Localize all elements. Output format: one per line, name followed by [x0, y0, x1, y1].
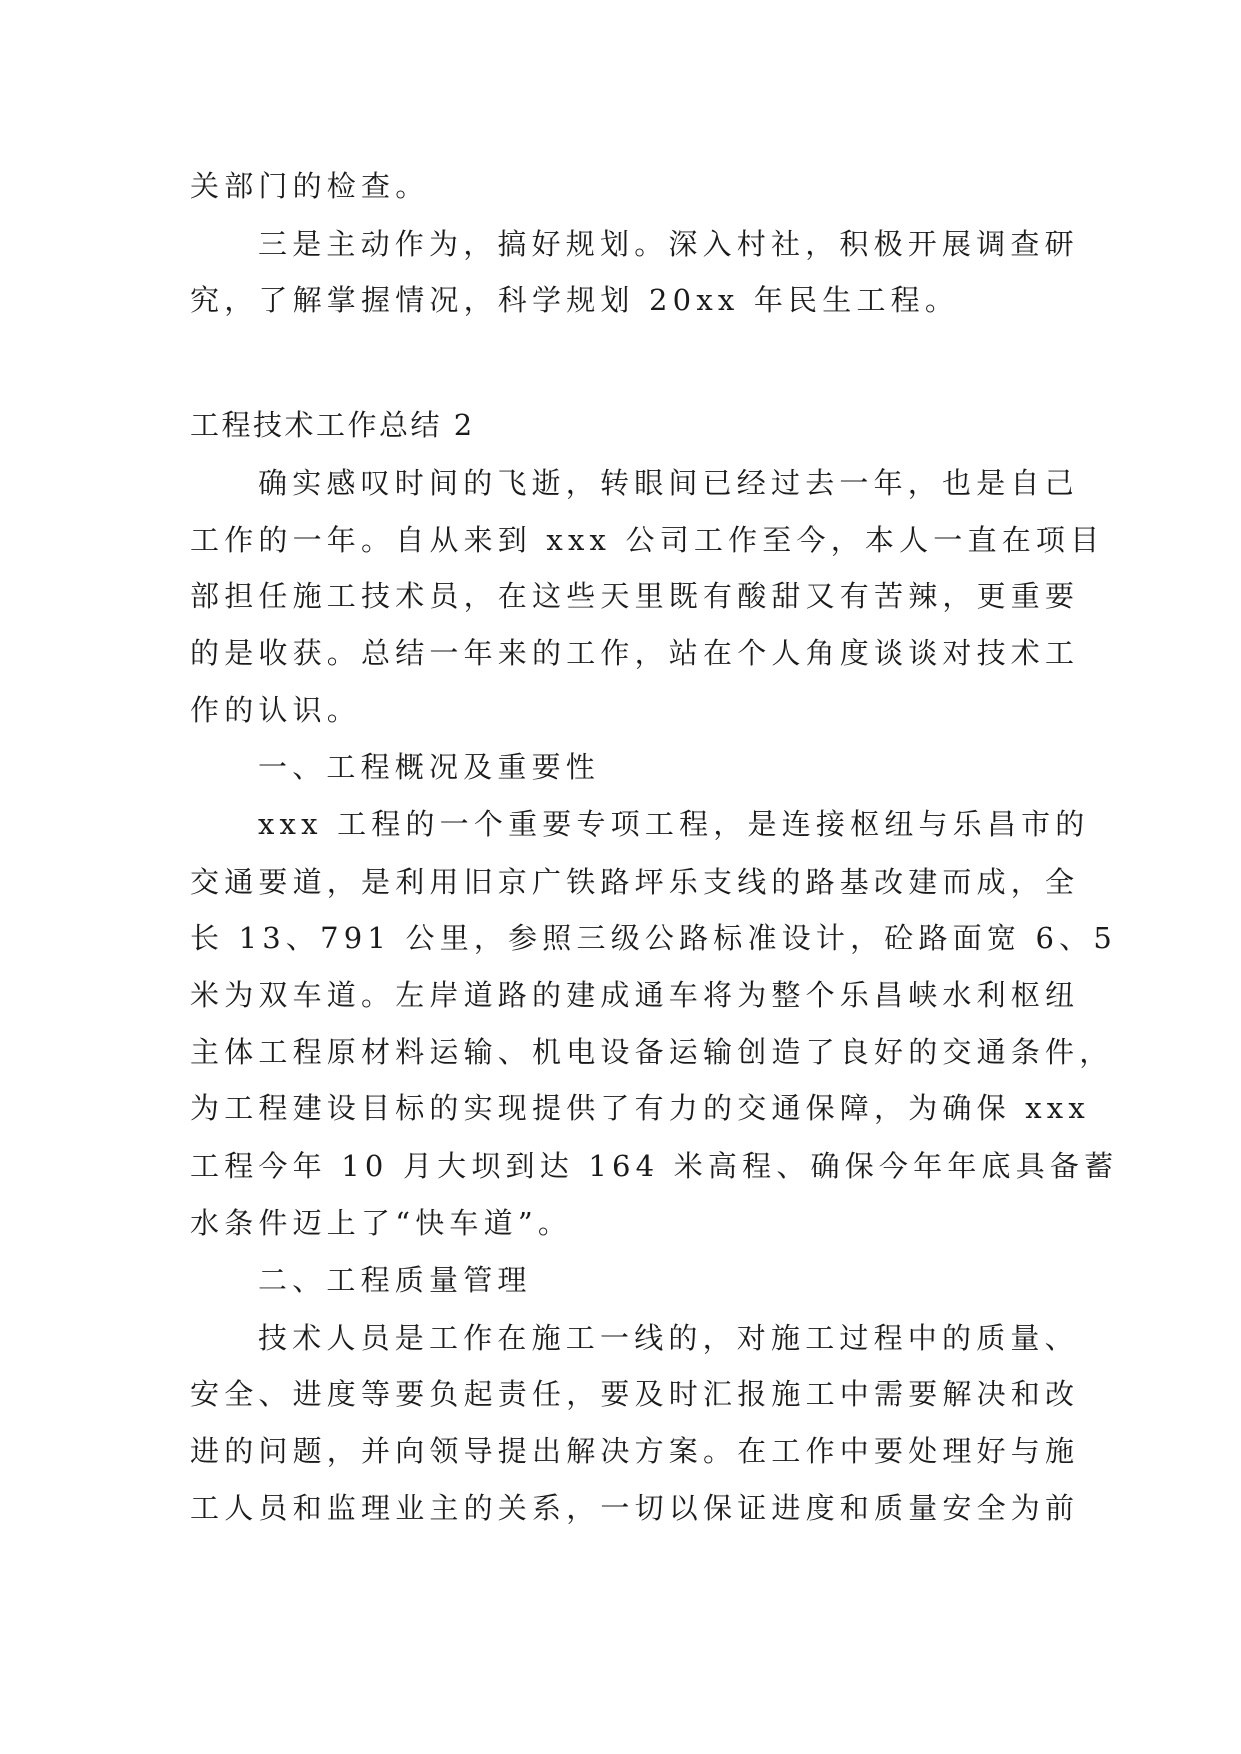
text-line: 的是收获。总结一年来的工作，站在个人角度谈谈对技术工: [190, 636, 1080, 670]
text-line: 作的认识。: [190, 693, 362, 727]
text-line: 长 13、791 公里，参照三级公路标准设计，砼路面宽 6、5: [190, 921, 1118, 955]
text-line: xxx 工程的一个重要专项工程，是连接枢纽与乐昌市的: [258, 807, 1090, 841]
text-line: 技术人员是工作在施工一线的，对施工过程中的质量、: [258, 1321, 1079, 1355]
text-line: 米为双车道。左岸道路的建成通车将为整个乐昌峡水利枢纽: [190, 978, 1080, 1012]
text-line: 工人员和监理业主的关系，一切以保证进度和质量安全为前: [190, 1491, 1080, 1525]
text-line: 进的问题，并向领导提出解决方案。在工作中要处理好与施: [190, 1434, 1080, 1468]
text-line: 工作的一年。自从来到 xxx 公司工作至今，本人一直在项目: [190, 523, 1105, 557]
text-line: 交通要道，是利用旧京广铁路坪乐支线的路基改建而成，全: [190, 865, 1080, 899]
text-line: 水条件迈上了“快车道”。: [190, 1206, 573, 1240]
subsection-heading: 二、工程质量管理: [258, 1263, 532, 1297]
text-line: 三是主动作为，搞好规划。深入村社，积极开展调查研: [258, 227, 1079, 261]
text-line: 究，了解掌握情况，科学规划 20xx 年民生工程。: [190, 283, 960, 317]
text-line: 工程今年 10 月大坝到达 164 米高程、确保今年年底具备蓄: [190, 1149, 1119, 1183]
text-line: 关部门的检查。: [190, 169, 430, 203]
text-line: 确实感叹时间的飞逝，转眼间已经过去一年，也是自己: [258, 466, 1079, 500]
text-line: 部担任施工技术员，在这些天里既有酸甜又有苦辣，更重要: [190, 579, 1080, 613]
text-line: 安全、进度等要负起责任，要及时汇报施工中需要解决和改: [190, 1377, 1080, 1411]
subsection-heading: 一、工程概况及重要性: [258, 750, 601, 784]
text-line: 主体工程原材料运输、机电设备运输创造了良好的交通条件，: [190, 1035, 1114, 1069]
section-title: 工程技术工作总结 2: [190, 408, 475, 442]
text-line: 为工程建设目标的实现提供了有力的交通保障，为确保 xxx: [190, 1091, 1090, 1125]
